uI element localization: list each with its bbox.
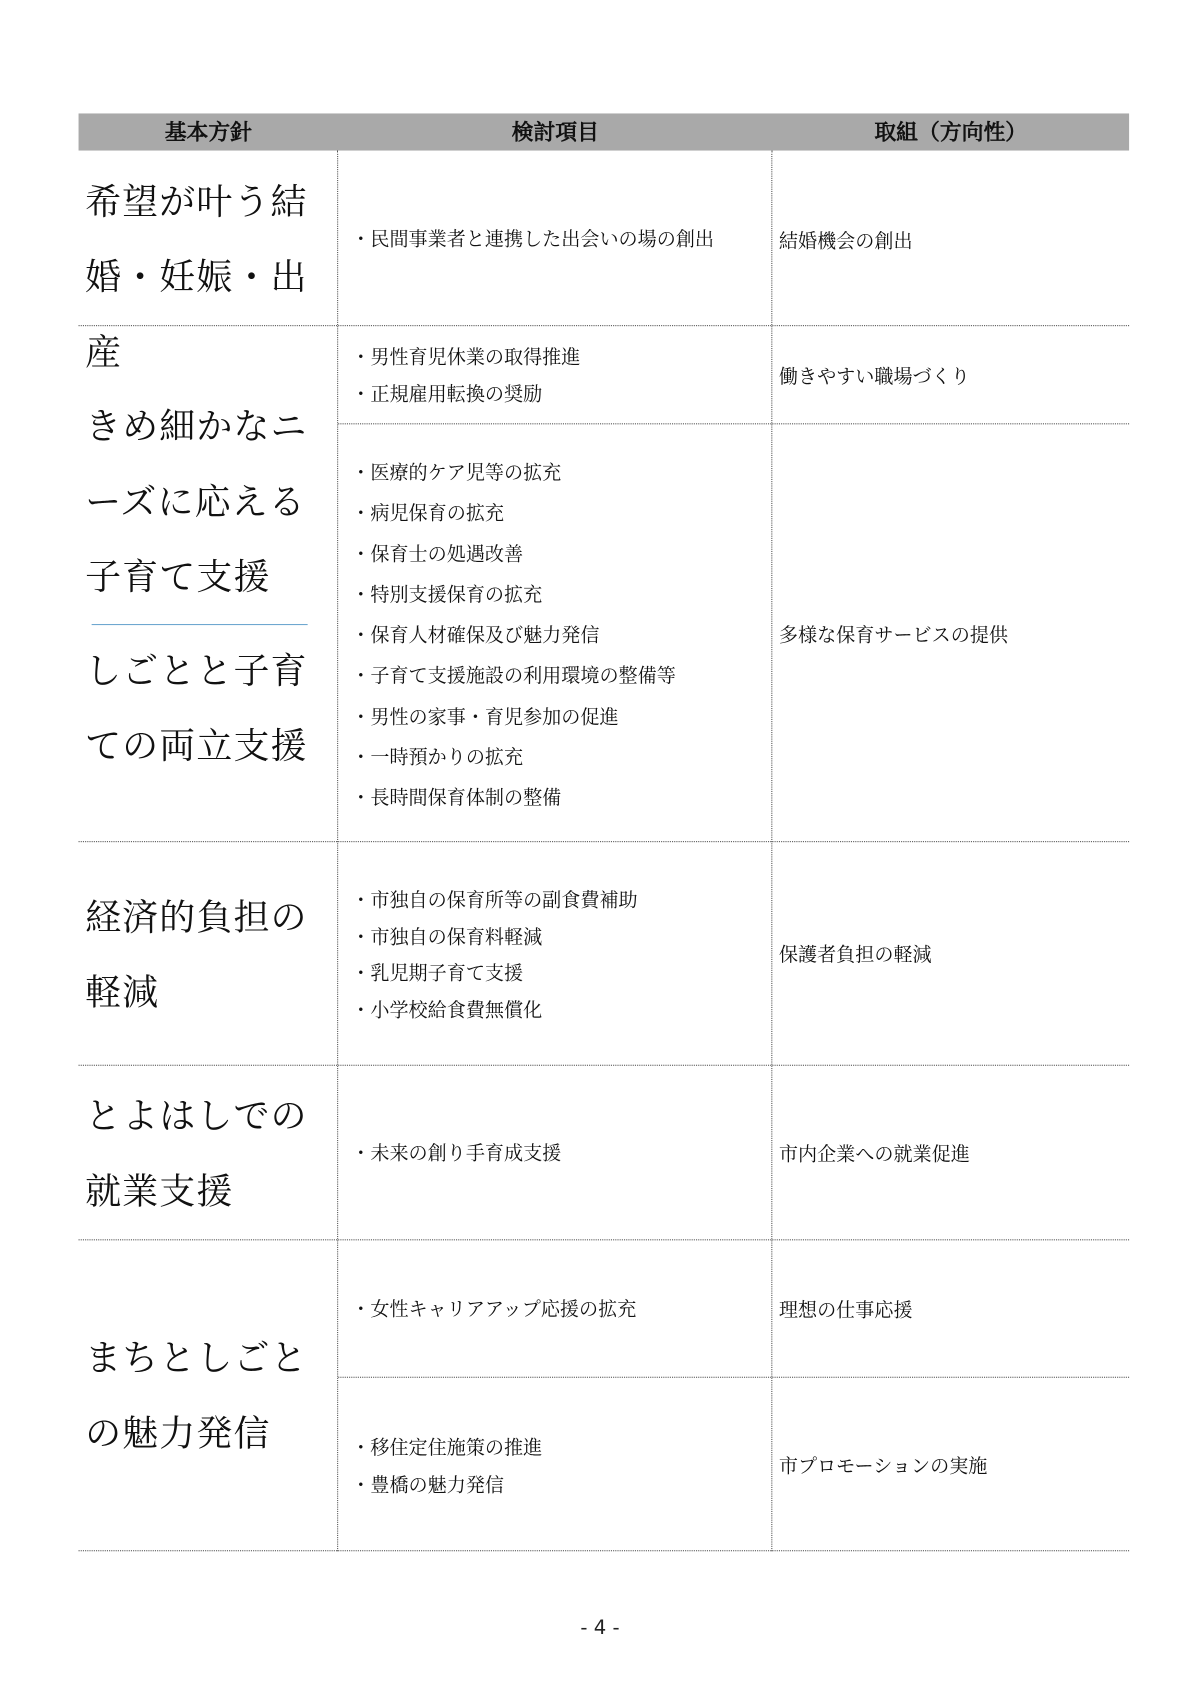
policy-city-appeal — [85, 1320, 338, 1471]
item-list — [351, 1431, 772, 1504]
item-list — [351, 340, 772, 413]
list-item: ・ 一時預かりの拡充 — [351, 739, 772, 780]
policy-childcare — [85, 388, 338, 614]
page-number: - 4 - — [580, 1616, 620, 1640]
list-item: ・ 移住定住施策の推進 — [351, 1431, 772, 1468]
policy-line: ーズに応える — [85, 479, 306, 523]
policy-line: 軽減 — [85, 970, 160, 1014]
action-text: 理想の仕事応援 — [778, 1300, 913, 1323]
policy-line: しごとと子育 — [85, 649, 308, 692]
list-item: ・ 子育て支援施設の利用環境の整備等 — [351, 657, 772, 698]
action-text: 保護者負担の軽減 — [778, 944, 932, 967]
list-item: ・ 正規雇用転換の奨励 — [351, 377, 772, 414]
policy-line: 希望が叶う結 — [85, 179, 308, 223]
policy-line: きめ細かなニ — [85, 404, 308, 448]
list-item: ・ 保育士の処遇改善 — [351, 535, 772, 576]
item-list — [351, 223, 772, 260]
policy-line: ての両立支援 — [85, 724, 308, 767]
list-item: ・ 男性育児休業の取得推進 — [351, 340, 772, 377]
item-list — [351, 884, 772, 1030]
action-text: 市プロモーションの実施 — [778, 1456, 988, 1479]
policy-line: 婚・妊娠・出産 — [85, 255, 308, 374]
list-item: ・ 小学校給食費無償化 — [351, 993, 772, 1030]
action-text: 市内企業への就業促進 — [778, 1144, 970, 1167]
header-initiatives: 取組（方向性） — [874, 118, 1028, 146]
list-item: ・ 市独自の保育所等の副食費補助 — [351, 884, 772, 921]
policy-separator — [92, 624, 308, 625]
policy-work-life — [85, 633, 338, 784]
list-item: ・ 乳児期子育て支援 — [351, 957, 772, 994]
list-item: ・ 市独自の保育料軽減 — [351, 920, 772, 957]
row-divider — [79, 1239, 1130, 1240]
group-divider — [338, 423, 1129, 424]
action-text: 結婚機会の創出 — [778, 231, 913, 254]
list-item: ・ 男性の家事・育児参加の促進 — [351, 698, 772, 739]
policy-employment — [85, 1078, 338, 1229]
list-item: ・ 豊橋の魅力発信 — [351, 1468, 772, 1505]
policy-line: とよはしでの — [85, 1094, 308, 1137]
header-basic-policy: 基本方針 — [164, 118, 252, 146]
action-text: 働きやすい職場づくり — [778, 366, 970, 389]
row-divider — [79, 841, 1130, 842]
policy-line: 経済的負担の — [85, 895, 308, 939]
list-item: ・ 長時間保育体制の整備 — [351, 779, 772, 820]
list-item: ・ 民間事業者と連携した出会いの場の創出 — [351, 223, 772, 260]
list-item: ・ 保育人材確保及び魅力発信 — [351, 617, 772, 658]
group-divider — [338, 1377, 1129, 1378]
row-divider — [79, 1065, 1130, 1066]
item-list — [351, 454, 772, 820]
list-item: ・ 女性キャリアアップ応援の拡充 — [351, 1293, 772, 1330]
policy-marriage — [85, 164, 338, 390]
policy-line: 就業支援 — [85, 1169, 234, 1212]
item-list — [351, 1293, 772, 1330]
policy-economic-burden — [85, 879, 338, 1030]
policy-line: の魅力発信 — [85, 1411, 271, 1455]
policy-line: まちとしごと — [85, 1336, 308, 1379]
item-list — [351, 1137, 772, 1174]
row-divider — [79, 1550, 1130, 1551]
list-item: ・ 医療的ケア児等の拡充 — [351, 454, 772, 495]
list-item: ・ 未来の創り手育成支援 — [351, 1137, 772, 1174]
list-item: ・ 病児保育の拡充 — [351, 495, 772, 536]
header-review-items: 検討項目 — [511, 118, 599, 146]
list-item: ・ 特別支援保育の拡充 — [351, 576, 772, 617]
policy-line: 子育て支援 — [85, 555, 271, 598]
action-text: 多様な保育サービスの提供 — [778, 625, 1008, 647]
